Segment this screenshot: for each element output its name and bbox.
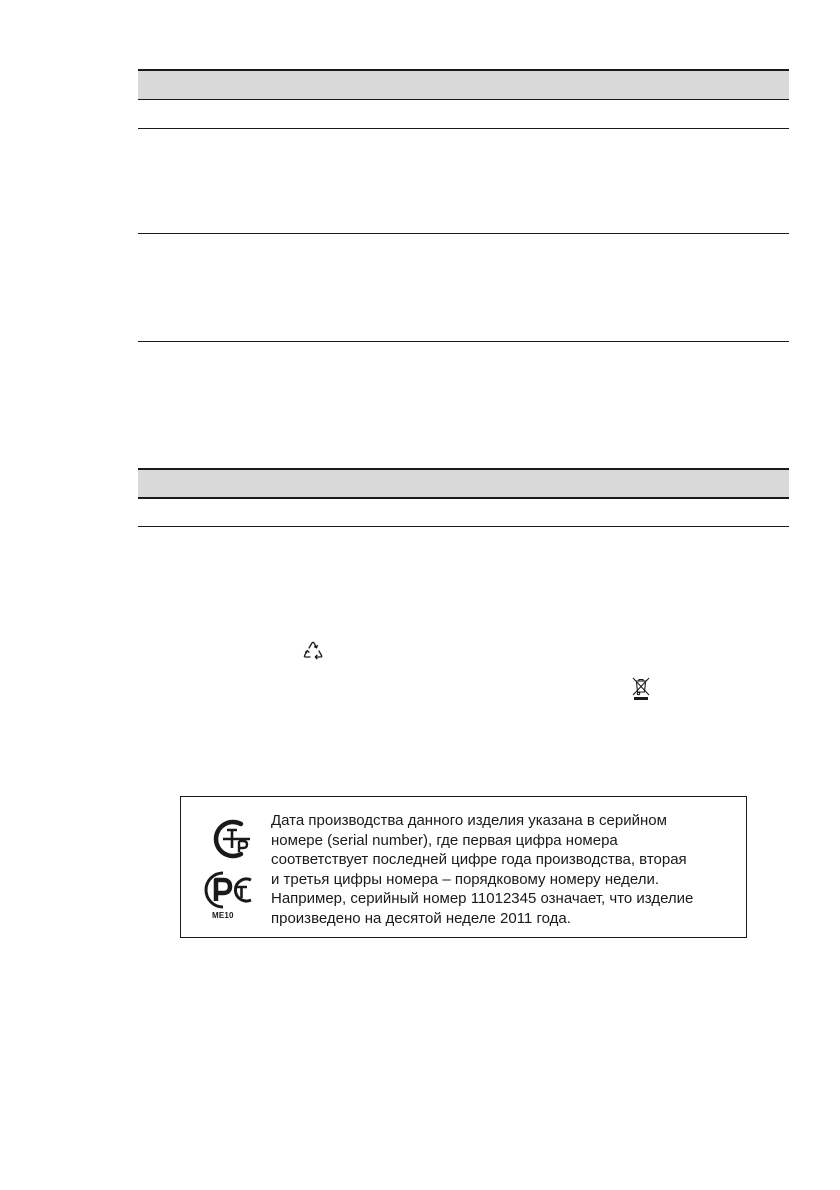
pct-certification-mark-icon xyxy=(203,869,261,911)
table-header-band xyxy=(138,71,789,99)
ctr-certification-mark-icon xyxy=(203,815,255,863)
table-header-rule xyxy=(138,497,789,499)
notice-line: номере (serial number), где первая цифра номера xyxy=(271,831,618,849)
table-row-rule xyxy=(138,233,789,234)
table-header-rule xyxy=(138,99,789,100)
manufacture-date-notice xyxy=(180,796,747,938)
table-bottom-rule xyxy=(138,341,789,342)
crossed-out-wheeled-bin-icon xyxy=(630,674,652,702)
recycle-icon xyxy=(300,640,326,664)
table-top-rule xyxy=(138,69,789,71)
table-bottom-rule xyxy=(138,526,789,527)
certification-mark-code: ME10 xyxy=(212,911,234,920)
table-header-bottom-rule xyxy=(138,128,789,129)
notice-line: Дата производства данного изделия указана в серийном xyxy=(271,812,667,829)
table-top-rule xyxy=(138,468,789,470)
notice-line: Например, серийный номер 11012345 означает, что изделие xyxy=(271,890,694,907)
notice-text xyxy=(271,811,741,928)
table-header-band xyxy=(138,470,789,498)
notice-line: соответствует последней цифре года производства, вторая xyxy=(271,851,687,868)
notice-line: произведено на десятой неделе 2011 года. xyxy=(271,909,571,927)
notice-line: и третья цифры номера – порядковому номеру недели. xyxy=(271,870,660,888)
